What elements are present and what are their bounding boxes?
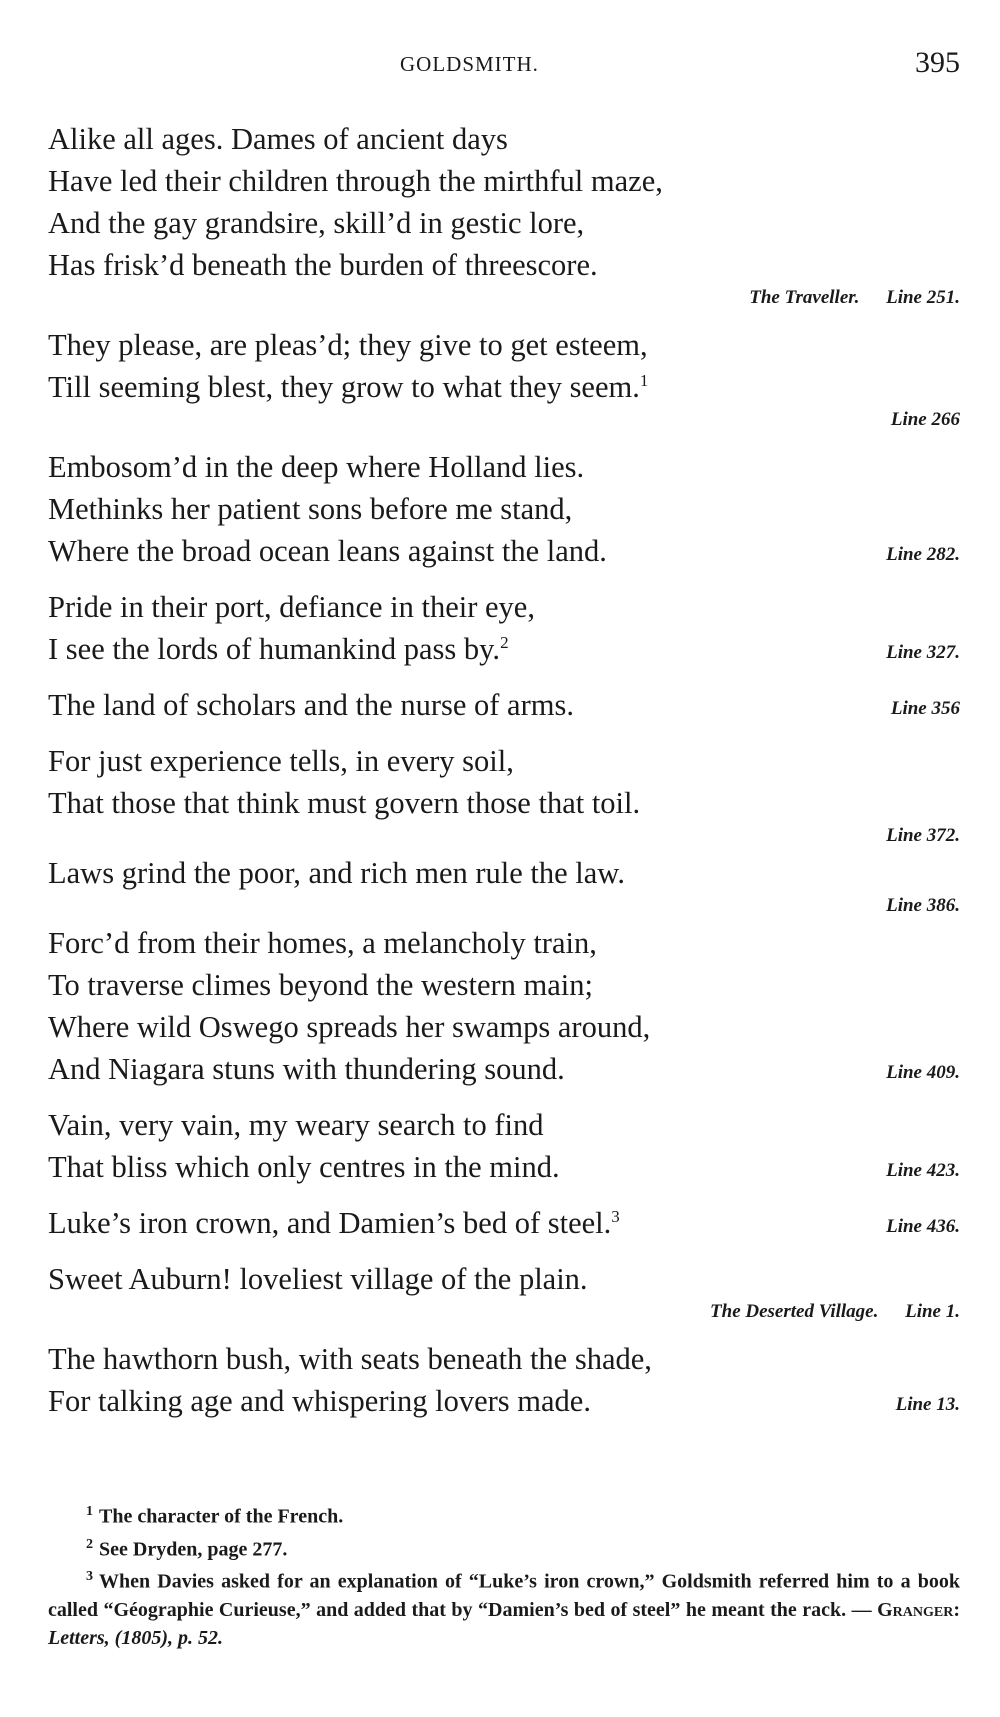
verse-line: That those that think must govern those that toil.: [48, 786, 641, 820]
verse-line: For just experience tells, in every soil,: [48, 744, 514, 778]
verse-line: Laws grind the poor, and rich men rule the law.: [48, 856, 625, 890]
verse-text: I see the lords of humankind pass by.: [48, 632, 501, 666]
citation-line: Line 251.: [886, 287, 960, 308]
citation-line: Line 356: [890, 698, 960, 719]
quote: [48, 922, 960, 1090]
page-number: 395: [915, 46, 960, 79]
verse-line: Methinks her patient sons before me stand,: [48, 492, 573, 526]
verse-text: Till seeming blest, they grow to what they seem.: [48, 370, 640, 404]
footnote-text: The character of the French.: [99, 1505, 344, 1528]
verse-line: Sweet Auburn! loveliest village of the plain.: [48, 1262, 588, 1296]
quote: [48, 740, 960, 848]
quote: [48, 1104, 960, 1188]
footnote-text: See Dryden, page 277.: [99, 1538, 288, 1561]
verse-line: And Niagara stuns with thundering sound.: [48, 1052, 565, 1086]
quote: [48, 1338, 960, 1422]
citation-line: Line 327.: [886, 642, 960, 663]
quote: [48, 118, 960, 310]
verse-line: [48, 366, 960, 408]
citation: [48, 894, 960, 918]
footnote-text: When Davies asked for an explanation of “Luke’s iron crown,” Goldsmith referred him to a book called “Géographie Curieuse,” and added that by “Damien’s bed of steel” he meant the rack. —: [48, 1570, 960, 1621]
footnote: $^3$ When Davies asked for an explanation of “Luke’s iron crown,” Goldsmith referred him to a book called “Géographie Curieuse,” and added that by “Damien’s bed of steel” he meant the rack. — Granger: Letters, (1805), p. 52.: [48, 1569, 960, 1649]
footnotes: [48, 1498, 960, 1652]
verse-line: Forc’d from their homes, a melancholy train,: [48, 926, 597, 960]
verse-line: The land of scholars and the nurse of arms.: [48, 688, 574, 722]
citation-line: Line 266: [890, 409, 960, 430]
verse-line: The hawthorn bush, with seats beneath the shade,: [48, 1342, 652, 1376]
citation-line: Line 436.: [886, 1216, 960, 1237]
verse-line: And the gay grandsire, skill’d in gestic lore,: [48, 206, 585, 240]
citation-work: The Deserted Village.: [710, 1301, 879, 1322]
quote: [48, 1258, 960, 1324]
verse-text: Luke’s iron crown, and Damien’s bed of steel.: [48, 1206, 612, 1240]
verse-line: Where the broad ocean leans against the land.: [48, 534, 607, 568]
verse-line: Has frisk’d beneath the burden of threescore.: [48, 248, 598, 282]
quote: [48, 446, 960, 572]
quote: [48, 586, 960, 670]
footnote-source-detail: (1805), p. 52.: [114, 1626, 223, 1649]
footnote-source: Letters,: [48, 1626, 110, 1649]
citation-line: Line 386.: [886, 895, 960, 916]
footnote: [48, 1498, 960, 1531]
footnote-ref: 2: [500, 632, 509, 652]
citation: [48, 1300, 960, 1324]
footnote-number: 3: [86, 1569, 93, 1585]
citation-line: Line 1.: [905, 1301, 960, 1322]
citation: [48, 286, 960, 310]
footnote-author: Granger: [877, 1598, 954, 1621]
quote: [48, 852, 960, 918]
quote: [48, 1202, 960, 1244]
citation-line: Line 423.: [886, 1160, 960, 1181]
verse-line: For talking age and whispering lovers made.: [48, 1384, 591, 1418]
footnote-ref: 3: [611, 1206, 620, 1226]
footnote-number: 1: [86, 1504, 93, 1519]
citation: [48, 408, 960, 432]
verse-line: Vain, very vain, my weary search to find: [48, 1108, 544, 1142]
verse-line: [48, 628, 960, 670]
verse-line: They please, are pleas’d; they give to get esteem,: [48, 328, 648, 362]
citation-line: Line 282.: [886, 544, 960, 565]
running-title: GOLDSMITH.: [400, 52, 539, 76]
citation-work: The Traveller.: [749, 287, 860, 308]
quote: [48, 684, 960, 726]
quotations: [48, 118, 960, 1422]
page-header: [0, 46, 1000, 86]
verse-line: That bliss which only centres in the mind.: [48, 1150, 560, 1184]
verse-line: To traverse climes beyond the western main;: [48, 968, 593, 1002]
quote: [48, 324, 960, 432]
verse-line: [48, 1202, 960, 1244]
verse-line: Pride in their port, defiance in their eye,: [48, 590, 535, 624]
footnote-ref: 1: [639, 370, 649, 390]
citation-line: Line 372.: [886, 825, 960, 846]
citation: [48, 824, 960, 848]
verse-line: Where wild Oswego spreads her swamps around,: [48, 1010, 651, 1044]
footnote: [48, 1531, 960, 1564]
verse-line: Have led their children through the mirthful maze,: [48, 164, 663, 198]
verse-line: Embosom’d in the deep where Holland lies.: [48, 450, 585, 484]
footnote-number: 2: [86, 1536, 93, 1552]
citation-line: Line 409.: [886, 1062, 960, 1083]
verse-line: Alike all ages. Dames of ancient days: [48, 122, 508, 156]
citation-line: Line 13.: [895, 1394, 960, 1415]
